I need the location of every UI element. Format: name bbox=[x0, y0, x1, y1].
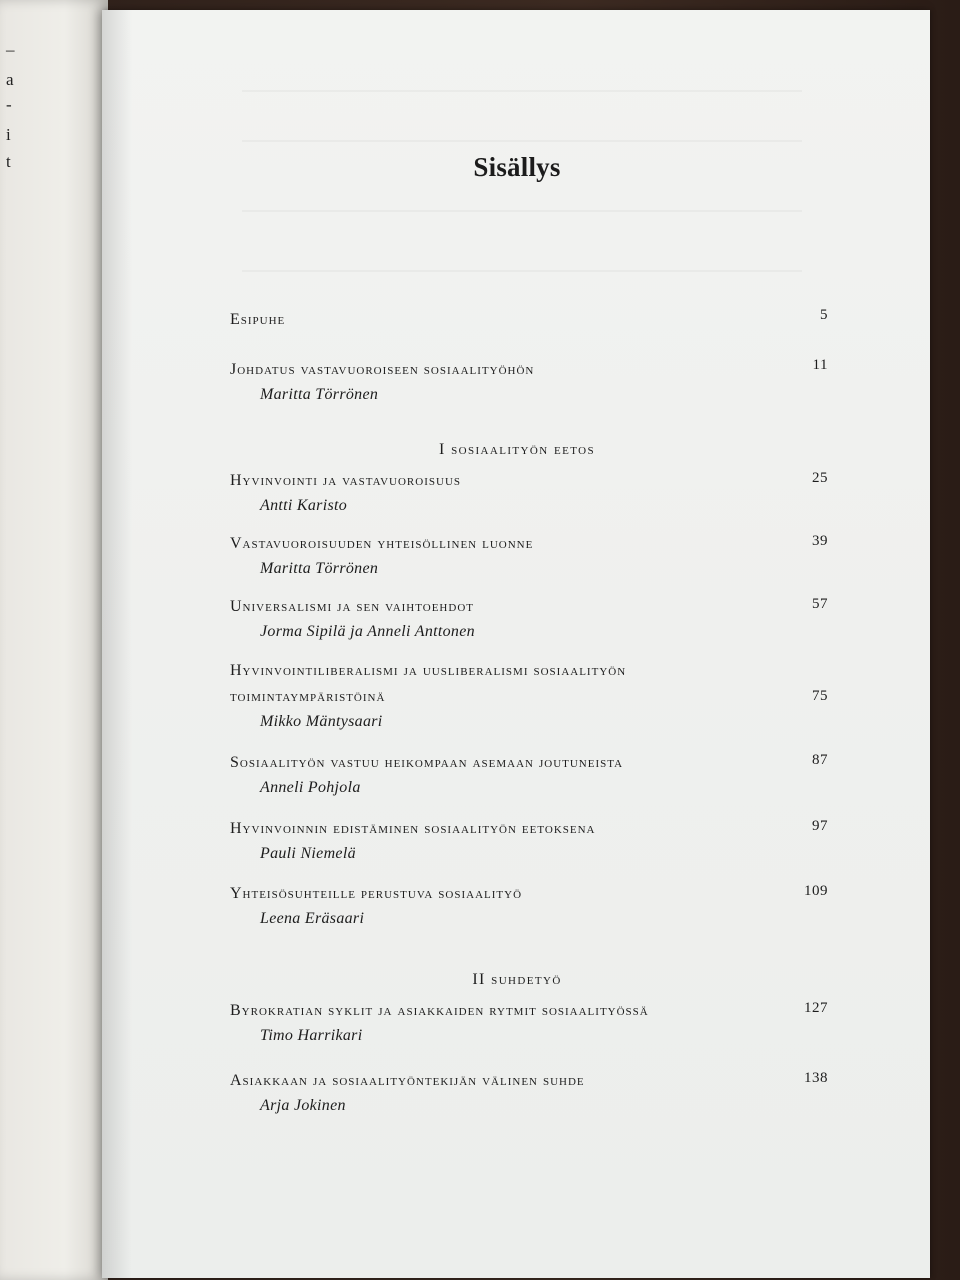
toc-entry-title-line2: toimintaympäristöinä bbox=[230, 688, 386, 705]
toc-entry-title: Universalismi ja sen vaihtoehdot bbox=[230, 598, 474, 615]
toc-entry-title: Yhteisösuhteille perustuva sosiaalityö bbox=[230, 885, 523, 902]
toc-entry-author: Jorma Sipilä ja Anneli Anttonen bbox=[260, 623, 475, 640]
toc-entry-title: Byrokratian syklit ja asiakkaiden rytmit sosiaalityössä bbox=[230, 1002, 649, 1019]
toc-entry-page: 57 bbox=[812, 596, 828, 612]
toc-entry-esipuhe[interactable] bbox=[230, 307, 826, 333]
toc-entry-author: Timo Harrikari bbox=[260, 1027, 363, 1044]
toc-entry[interactable] bbox=[230, 750, 826, 800]
toc-entry-page: 109 bbox=[804, 883, 828, 899]
left-page-fragment: – bbox=[6, 40, 15, 59]
section-heading-1: I sosiaalityön eetos bbox=[438, 441, 595, 458]
toc-entry-page: 5 bbox=[820, 307, 828, 323]
table-of-contents bbox=[102, 10, 930, 1278]
toc-entry[interactable] bbox=[230, 658, 826, 734]
toc-entry-page: 39 bbox=[812, 533, 828, 549]
toc-entry-author: Pauli Niemelä bbox=[260, 845, 356, 862]
toc-entry[interactable] bbox=[230, 1068, 826, 1118]
left-page-fragment: i bbox=[6, 125, 11, 144]
toc-entry-author: Antti Karisto bbox=[260, 497, 348, 514]
left-page-fragment: - bbox=[6, 95, 12, 114]
toc-entry-page: 11 bbox=[812, 357, 828, 373]
toc-entry-author: Maritta Törrönen bbox=[260, 386, 379, 403]
toc-entry-title: Johdatus vastavuoroiseen sosiaalityöhön bbox=[230, 361, 535, 378]
toc-entry-author: Mikko Mäntysaari bbox=[260, 713, 383, 730]
toc-entry-title: Asiakkaan ja sosiaalityöntekijän välinen suhde bbox=[230, 1072, 585, 1089]
left-page bbox=[0, 0, 108, 1280]
page-title: Sisällys bbox=[473, 152, 561, 182]
toc-entry[interactable] bbox=[230, 594, 826, 644]
right-page bbox=[102, 10, 930, 1278]
toc-entry-page: 138 bbox=[804, 1070, 828, 1086]
toc-entry[interactable] bbox=[230, 816, 826, 866]
toc-entry-author: Anneli Pohjola bbox=[260, 779, 361, 796]
toc-entry-title: Sosiaalityön vastuu heikompaan asemaan joutuneista bbox=[230, 754, 624, 771]
toc-entry[interactable] bbox=[230, 998, 826, 1048]
toc-entry-page: 97 bbox=[812, 818, 828, 834]
toc-entry-title-line1: Hyvinvointiliberalismi ja uusliberalismi sosiaalityön bbox=[230, 662, 627, 679]
section-heading-2: II suhdetyö bbox=[472, 971, 562, 988]
toc-entry-author: Arja Jokinen bbox=[260, 1097, 346, 1114]
left-page-fragment: t bbox=[6, 152, 11, 171]
left-page-fragment: a bbox=[6, 70, 14, 89]
toc-entry-author: Leena Eräsaari bbox=[260, 910, 365, 927]
toc-entry-author: Maritta Törrönen bbox=[260, 560, 379, 577]
toc-entry-title: Hyvinvoinnin edistäminen sosiaalityön eetoksena bbox=[230, 820, 596, 837]
toc-entry[interactable] bbox=[230, 881, 826, 931]
toc-entry-page: 25 bbox=[812, 470, 828, 486]
toc-entry[interactable] bbox=[230, 468, 826, 518]
toc-entry-title: Hyvinvointi ja vastavuoroisuus bbox=[230, 472, 462, 489]
toc-entry-page: 87 bbox=[812, 752, 828, 768]
toc-entry-title: Esipuhe bbox=[230, 311, 286, 328]
toc-entry-title: Vastavuoroisuuden yhteisöllinen luonne bbox=[230, 535, 534, 552]
toc-entry[interactable] bbox=[230, 531, 826, 581]
toc-entry-johdatus[interactable] bbox=[230, 357, 826, 407]
toc-entry-page: 75 bbox=[812, 688, 828, 704]
toc-entry-page: 127 bbox=[804, 1000, 828, 1016]
